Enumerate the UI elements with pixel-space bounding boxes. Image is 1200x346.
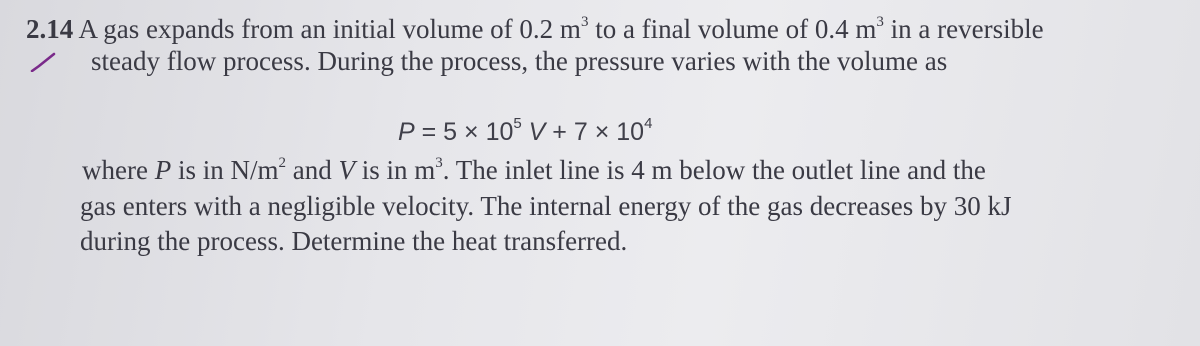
problem-line-3: where P is in $N/m^2$ and V is in $m^3$. The inlet line is 4 m below the outlet line and the: [82, 155, 986, 185]
checkmark-icon: [30, 52, 56, 72]
problem-number: 2.14: [26, 14, 74, 44]
problem-line-5: during the process. Determine the heat transferred.: [80, 226, 628, 256]
problem-line-2: steady flow process. During the process, the pressure varies with the volume as: [91, 46, 948, 76]
problem-line-1: 2.14 A gas expands from an initial volume of 0.2 $m^3$ to a final volume of 0.4 $m^3$ in a reversible: [26, 14, 1044, 44]
problem-line-4: gas enters with a negligible velocity. The internal energy of the gas decreases by 30 kJ: [80, 191, 1012, 221]
pressure-equation: $P = 5 \times 10^5$ $V + 7 \times 10^4$: [398, 115, 653, 146]
